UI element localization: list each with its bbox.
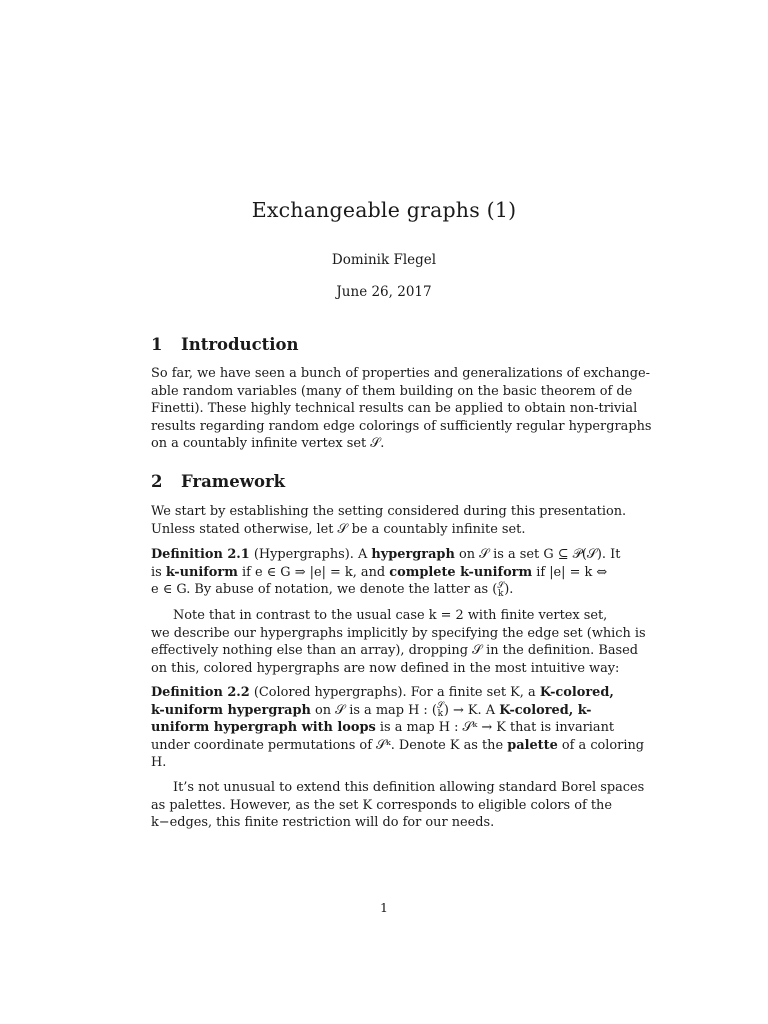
definition-name: (Hypergraphs). <box>253 547 354 562</box>
binom-bottom: k <box>498 588 504 599</box>
term-k-uniform: k-uniform <box>165 564 238 580</box>
text-fragment: on 𝒮 is a set G ⊆ 𝒫(𝒮). It <box>458 547 621 562</box>
text-fragment: A <box>357 547 368 562</box>
text-fragment: For a finite set K, a <box>410 685 536 700</box>
section-number: 2 <box>151 472 163 491</box>
closing-paragraph <box>151 779 645 832</box>
text-line: we describe our hypergraphs implicitly by specifying the edge set (which is <box>151 625 646 641</box>
term-k-colored: K-colored, <box>539 685 614 700</box>
intro-paragraph <box>151 365 652 453</box>
text-fragment: is a map H : 𝒮ᵏ → K that is invariant <box>379 720 615 736</box>
text-fragment: under coordinate permutations of 𝒮ᵏ. Denote K as the <box>151 737 504 753</box>
section-number: 1 <box>151 335 163 354</box>
text-fragment: → K. A <box>453 702 496 718</box>
author-name: Dominik Flegel <box>331 252 437 268</box>
text-line: Note that in contrast to the usual case k = 2 with finite vertex set, <box>173 608 608 623</box>
definition-label: Definition 2.2 <box>151 685 250 700</box>
note-paragraph <box>151 607 646 677</box>
text-line: So far, we have seen a bunch of properties and generalizations of exchange- <box>151 366 650 381</box>
section-title: Framework <box>181 472 286 491</box>
term-complete-k-uniform: complete k-uniform <box>389 564 533 580</box>
binomial-notation <box>437 702 444 718</box>
definition-name: (Colored hypergraphs). <box>253 685 407 700</box>
definition-2-2: Definition 2.2 (Colored hypergraphs). For a finite set K, a K-colored, k-uniform hypergraph on 𝒮 is a map H : ( 𝒮 k ) → K. A K-colored, k- uniform hypergraph with loops is a map H : 𝒮ᵏ → K that is invariant under coordinate permutations of 𝒮ᵏ. Denote K as the palette of a coloring H. <box>151 685 645 771</box>
section-heading-introduction <box>151 335 299 354</box>
text-fragment: is <box>151 564 162 580</box>
text-fragment: of a coloring <box>561 737 645 753</box>
term-k-colored-k: K-colored, k- <box>499 702 592 718</box>
text-fragment: . <box>509 582 514 598</box>
text-fragment: if e ∈ G ⇒ |e| = k, and <box>241 564 386 580</box>
paper-date: June 26, 2017 <box>336 284 432 300</box>
binom-top: 𝒮 <box>497 580 505 591</box>
term-uniform-hypergraph-with-loops: uniform hypergraph with loops <box>151 720 376 736</box>
binom-bottom: k <box>437 709 444 720</box>
text-line: able random variables (many of them building on the basic theorem of de <box>151 383 633 399</box>
text-line: It’s not unusual to extend this definition allowing standard Borel spaces <box>173 780 645 795</box>
text-fragment: e ∈ G. By abuse of notation, we denote the latter as <box>151 582 489 598</box>
text-fragment: on 𝒮 is a map H : <box>314 702 428 718</box>
binom-top: 𝒮 <box>436 701 444 712</box>
paper-title: Exchangeable graphs (1) <box>251 198 517 222</box>
definition-2-1: Definition 2.1 (Hypergraphs). A hypergraph on 𝒮 is a set G ⊆ 𝒫(𝒮). It is k-uniform if e ∈ G ⇒ |e| = k, and complete k-uniform if |e| = k ⇔ e ∈ G. By abuse of notation, we denote the latter as ( 𝒮 k ). <box>151 547 621 599</box>
text-fragment: if |e| = k ⇔ <box>536 564 608 580</box>
text-line: as palettes. However, as the set K corresponds to eligible colors of the <box>151 797 612 813</box>
text-line: results regarding random edge colorings of sufficiently regular hypergraphs <box>151 418 652 434</box>
text-line: k−edges, this finite restriction will do for our needs. <box>151 815 495 831</box>
page-number: 1 <box>380 900 388 915</box>
definition-label: Definition 2.1 <box>151 547 250 562</box>
text-line: Unless stated otherwise, let 𝒮 be a countably infinite set. <box>151 521 526 537</box>
framework-paragraph <box>151 503 627 538</box>
section-heading-framework <box>151 472 285 491</box>
text-line: H. <box>151 755 167 771</box>
binomial-notation <box>497 582 504 598</box>
term-hypergraph: hypergraph <box>371 547 455 562</box>
term-palette: palette <box>507 737 558 753</box>
text-line: effectively nothing else than an array), dropping 𝒮 in the definition. Based <box>151 643 638 659</box>
text-line: Finetti). These highly technical results can be applied to obtain non-trivial <box>151 401 638 417</box>
text-line: We start by establishing the setting considered during this presentation. <box>151 504 627 519</box>
text-line: on this, colored hypergraphs are now defined in the most intuitive way: <box>151 660 620 676</box>
text-line: on a countably infinite vertex set 𝒮. <box>151 436 385 452</box>
term-k-uniform-hypergraph: k-uniform hypergraph <box>151 702 311 718</box>
section-title: Introduction <box>181 335 299 354</box>
